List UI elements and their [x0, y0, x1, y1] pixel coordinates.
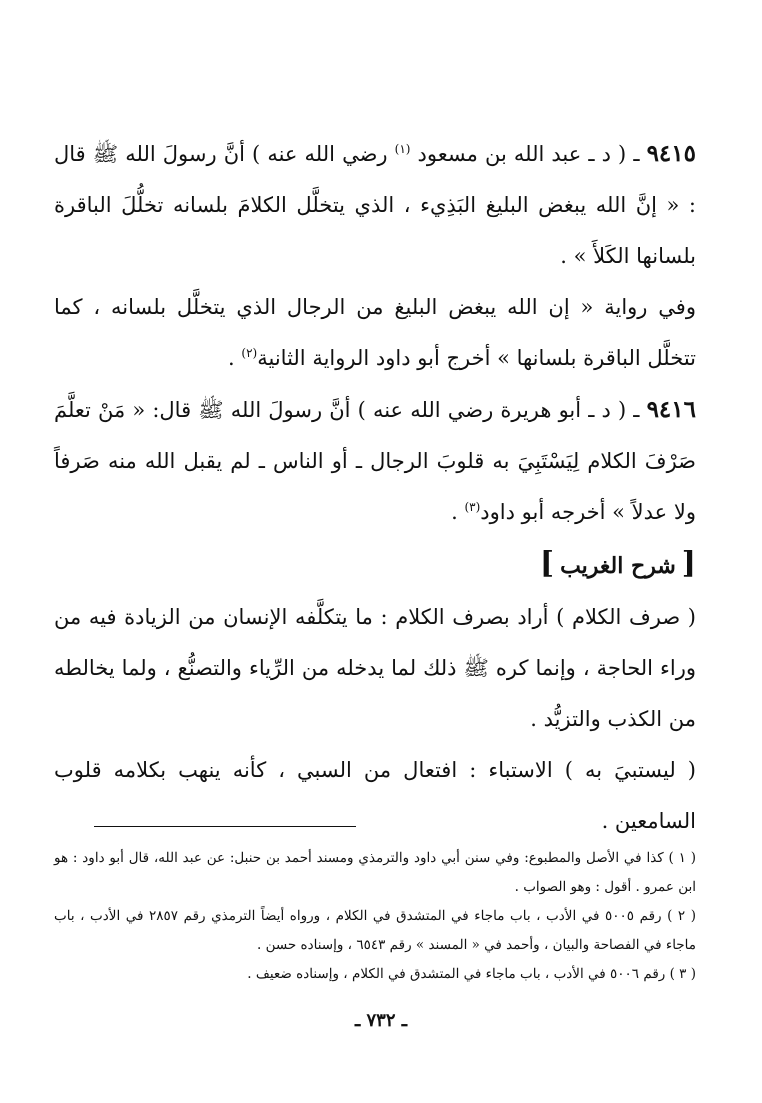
hadith-9416: ٩٤١٦ ـ ( د ـ أبو هريرة رضي الله عنه ) أنَّ رسولَ الله ﷺ قال: « مَنْ تعلَّمَ صَرْفَ الكلام لِيَسْتَبِيَ به قلوبَ الرجال ـ أو الناس ـ لم يقبل الله منه صَرفاً ولا عدلاً » أخرجه أبو داود$^{(٣)}$ . [54, 396, 696, 524]
hadith-text: رضي الله عنه ) أنَّ رسولَ الله ﷺ قال : « إنَّ الله يبغض البليغ البَذِيء ، الذي يتخلَّل الكلامَ بلسانه تخلُّلَ الباقرة بلسانها الكَلأَ » . [54, 142, 696, 268]
narration-text: وفي رواية « إن الله يبغض البليغ من الرجال الذي يتخلَّل بلسانه ، كما تتخلَّل الباقرة بلسانها » أخرج أبو داود الرواية الثانية [54, 295, 696, 370]
footnote-divider [94, 826, 356, 827]
gloss-sarf-al-kalam: ( صرف الكلام ) أراد بصرف الكلام : ما يتكلَّفه الإنسان من الزيادة فيه من وراء الحاجة ، وإنما كره ﷺ ذلك لما يدخله من الرِّياء والتصنُّع ، ولما يخالطه من الكذب والتزيُّد . [54, 605, 696, 731]
footnote-2: ( ٢ ) رقم ٥٠٠٥ في الأدب ، باب ماجاء في المتشدق في الكلام ، ورواه أيضاً الترمذي رقم ٢٨٥٧ في الأدب ، باب ماجاء في الفصاحة والبيان ، وأحمد في « المسند » رقم ٦٥٤٣ ، وإسناده حسن . [54, 908, 696, 953]
footnote-ref[interactable]: (٣) [464, 500, 481, 514]
footnote-ref[interactable]: (١) [394, 142, 411, 156]
footnotes [54, 844, 696, 989]
section-header: [شرح الغريب] [539, 546, 696, 581]
hadith-number: ٩٤١٦ [646, 396, 696, 423]
footnote-ref[interactable]: (٢) [241, 346, 258, 360]
gloss-liyastabiya: ( ليستبيَ به ) الاستباء : افتعال من السبي ، كأنه ينهب بكلامه قلوب السامعين . [54, 758, 696, 833]
main-text [54, 128, 696, 847]
footnote-1: ( ١ ) كذا في الأصل والمطبوع: وفي سنن أبي داود والترمذي ومسند أحمد بن حنبل: عن عبد الله، قال أبو داود : هو ابن عمرو . أقول : وهو الصواب . [54, 850, 696, 895]
hadith-number: ٩٤١٥ [646, 140, 696, 167]
section-title: شرح الغريب [560, 553, 676, 579]
page-number: ـ ٧٣٢ ـ [354, 1010, 408, 1031]
hadith-text: ـ ( د ـ أبو هريرة رضي الله عنه ) أنَّ رسولَ الله ﷺ قال: « مَنْ تعلَّمَ صَرْفَ الكلام لِيَسْتَبِيَ به قلوبَ الرجال ـ أو الناس ـ لم يقبل الله منه صَرفاً ولا عدلاً » أخرجه أبو داود [54, 398, 696, 524]
alternate-narration: وفي رواية « إن الله يبغض البليغ من الرجال الذي يتخلَّل بلسانه ، كما تتخلَّل الباقرة بلسانها » أخرج أبو داود الرواية الثانية$^{(٢)}$ . [54, 295, 696, 370]
footnote-3: ( ٣ ) رقم ٥٠٠٦ في الأدب ، باب ماجاء في المتشدق في الكلام ، وإسناده ضعيف . [247, 966, 696, 982]
hadith-narrator: ـ ( د ـ عبد الله بن مسعود [410, 142, 647, 166]
hadith-9415 [54, 128, 696, 282]
